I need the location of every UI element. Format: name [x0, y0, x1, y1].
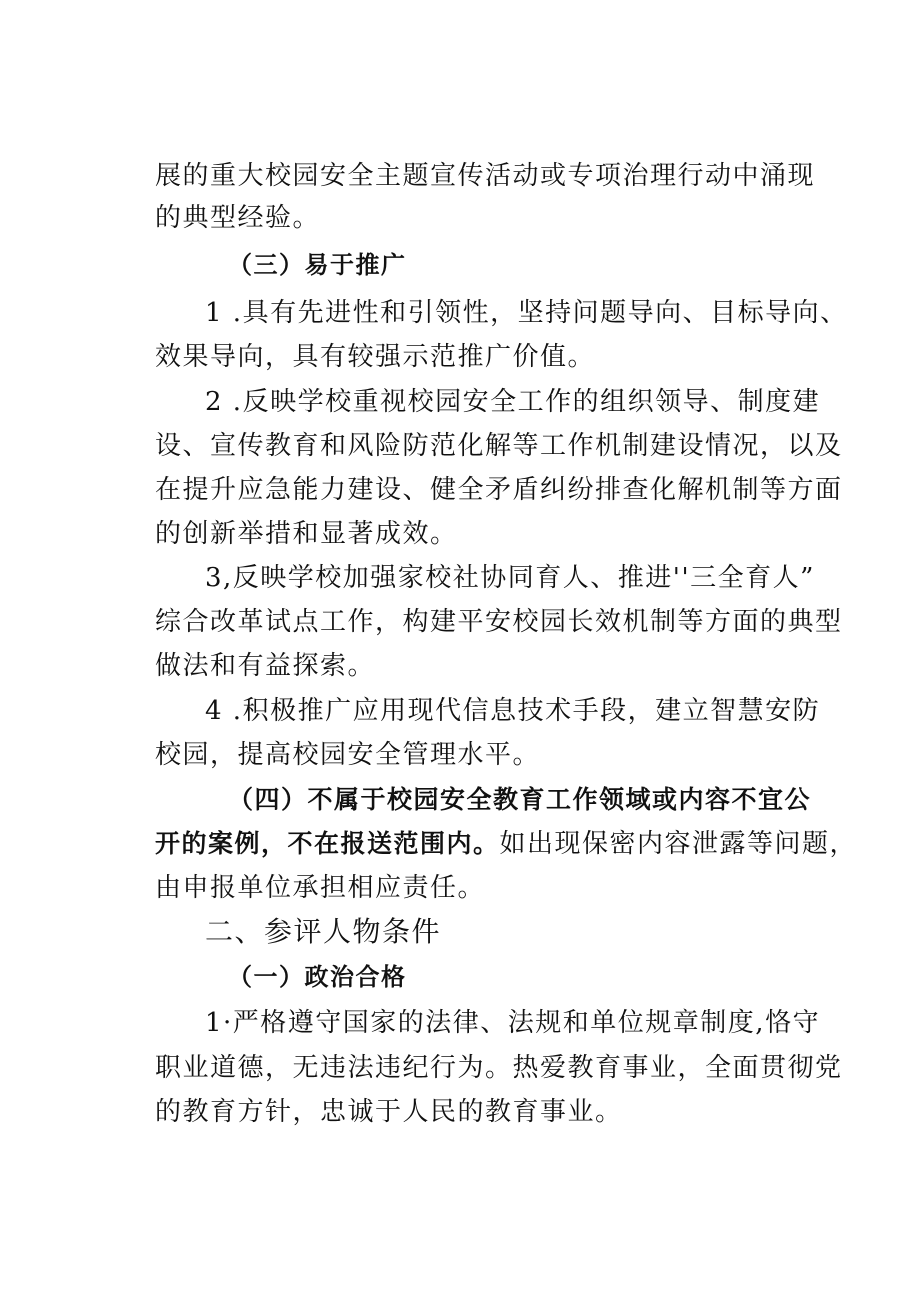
chapter-heading: 二、参评人物条件	[205, 915, 442, 948]
section-heading-4: （四）不属于校园安全教育工作领域或内容不宜公	[228, 785, 812, 814]
paragraph-line: 职业道德，无违法违纪行为。热爱教育事业，全面贯彻党	[155, 1053, 843, 1083]
paragraph-line: 的教育方针，忠诚于人民的教育事业。	[155, 1097, 623, 1127]
list-item-1b: 1·严格遵守国家的法律、法规和单位规章制度,恪守	[205, 1008, 821, 1038]
normal-clause: 如出现保密内容泄露等问题，	[499, 829, 858, 859]
paragraph-line: 综合改革试点工作，构建平安校园长效机制等方面的典型	[155, 607, 843, 637]
paragraph-line: 校园，提高校园安全管理水平。	[155, 740, 541, 770]
paragraph-line: 做法和有益探索。	[155, 651, 376, 681]
paragraph-line: 的创新举措和显著成效。	[155, 519, 458, 549]
section-heading-3: （三）易于推广	[228, 251, 407, 279]
list-item-4: 4 .积极推广应用现代信息技术手段，建立智慧安防	[205, 696, 821, 726]
list-item-2: 2 .反映学校重视校园安全工作的组织领导、制度建	[205, 387, 821, 417]
paragraph-line-mixed	[155, 826, 858, 862]
paragraph-line: 由申报单位承担相应责任。	[155, 873, 486, 903]
paragraph-line: 展的重大校园安全主题宣传活动或专项治理行动中涌现	[155, 161, 816, 191]
section-heading-1: （一）政治合格	[228, 963, 407, 991]
bold-clause: 开的案例，不在报送范围内。	[155, 829, 500, 858]
list-item-3: 3,反映学校加强家校社协同育人、推进''三全育人”	[205, 563, 815, 593]
list-item-1: 1 .具有先进性和引领性，坚持问题导向、目标导向、	[205, 298, 848, 328]
paragraph-line: 设、宣传教育和风险防范化解等工作机制建设情况，以及	[155, 431, 843, 461]
paragraph-line: 的典型经验。	[155, 203, 321, 233]
paragraph-line: 在提升应急能力建设、健全矛盾纠纷排查化解机制等方面	[155, 475, 843, 505]
paragraph-line: 效果导向，具有较强示范推广价值。	[155, 342, 596, 372]
